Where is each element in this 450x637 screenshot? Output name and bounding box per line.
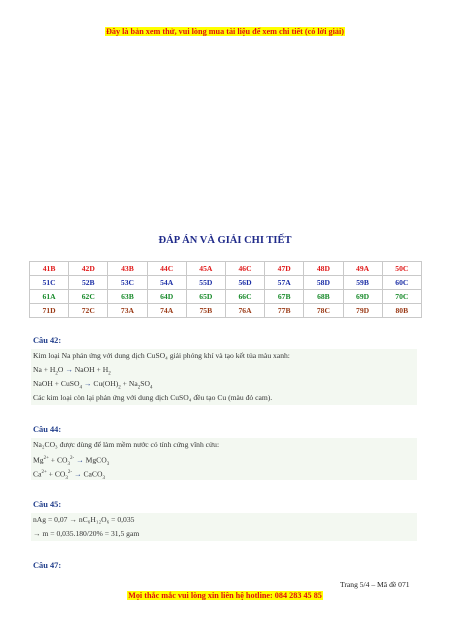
preview-banner-text: Đây là bản xem thử, vui lòng mua tài liệu để xem chi tiết (có lời giải): [105, 27, 344, 36]
answer-cell: 54A: [147, 276, 186, 290]
answer-cell: 76A: [225, 304, 264, 318]
answer-cell: 48D: [304, 262, 343, 276]
answer-cell: 46C: [225, 262, 264, 276]
question-42-heading: Câu 42:: [33, 336, 62, 345]
answer-cell: 64D: [147, 290, 186, 304]
q42-equation-1: $Na + H_2O$ → NaOH + $H_2$: [33, 365, 111, 377]
question-45-solution: [31, 513, 417, 541]
q42-equation-2: NaOH + CuSO$_4$ → $Cu(OH)_2 + Na_2SO_4$: [33, 379, 153, 391]
answer-cell: 66C: [225, 290, 264, 304]
q44-equation-1: $Mg^{2+} + CO_3^{2-}$ → MgCO$_3$: [33, 455, 110, 468]
answer-cell: 65D: [186, 290, 225, 304]
answer-cell: 41B: [30, 262, 69, 276]
page-title: ĐÁP ÁN VÀ GIẢI CHI TIẾT: [158, 235, 292, 246]
answer-cell: 58D: [304, 276, 343, 290]
q42-line-1: Kim loại Na phản ứng với dung dịch CuSO₄ giải phóng khí và tạo kết tủa màu xanh:: [33, 351, 290, 360]
answer-row: [30, 262, 422, 276]
answer-cell: 68B: [304, 290, 343, 304]
page-number: Trang 5/4 – Mã đề 071: [340, 580, 410, 589]
answer-row: [30, 290, 422, 304]
question-44-solution: [31, 438, 417, 480]
answer-cell: 72C: [69, 304, 108, 318]
answer-cell: 69D: [343, 290, 382, 304]
q44-line-1: Na₂CO₃ được dùng để làm mềm nước có tính cứng vĩnh cửu:: [33, 440, 220, 449]
question-44-heading: Câu 44:: [33, 425, 62, 434]
q42-line-4: Các kim loại còn lại phản ứng với dung dịch CuSO₄ đều tạo Cu (màu đỏ cam).: [33, 393, 273, 402]
answer-cell: 77B: [265, 304, 304, 318]
q45-line-2: → m = 0,035.180/20% = 31,5 gam: [33, 529, 140, 538]
answer-cell: 73A: [108, 304, 147, 318]
hotline-text: Mọi thắc mắc vui lòng xin liên hệ hotline: 084 283 45 85: [128, 591, 322, 600]
answer-cell: 67B: [265, 290, 304, 304]
answer-cell: 56D: [225, 276, 264, 290]
answer-cell: 43B: [108, 262, 147, 276]
answer-cell: 59B: [343, 276, 382, 290]
question-45-heading: Câu 45:: [33, 500, 62, 509]
answer-cell: 61A: [30, 290, 69, 304]
hotline-footer: [0, 591, 450, 600]
answer-cell: 53C: [108, 276, 147, 290]
answer-cell: 44C: [147, 262, 186, 276]
answer-cell: 55D: [186, 276, 225, 290]
answer-cell: 45A: [186, 262, 225, 276]
answer-cell: 50C: [382, 262, 421, 276]
question-47-heading: Câu 47:: [33, 561, 62, 570]
answer-row: [30, 304, 422, 318]
q44-equation-2: $Ca^{2+} + CO_3^{2-}$ → CaCO$_3$: [33, 469, 105, 482]
answer-cell: 52B: [69, 276, 108, 290]
answer-row: [30, 276, 422, 290]
preview-banner: [0, 27, 450, 36]
answer-cell: 51C: [30, 276, 69, 290]
q45-line-1: nAg = 0,07 → nC₆H₁₂O₆ = 0,035: [33, 515, 135, 524]
answer-cell: 71D: [30, 304, 69, 318]
question-42-solution: [31, 349, 417, 405]
answer-cell: 42D: [69, 262, 108, 276]
answer-cell: 49A: [343, 262, 382, 276]
answer-cell: 78C: [304, 304, 343, 318]
answer-cell: 75B: [186, 304, 225, 318]
answer-cell: 74A: [147, 304, 186, 318]
answer-table: [29, 261, 422, 318]
answer-cell: 62C: [69, 290, 108, 304]
answer-cell: 60C: [382, 276, 421, 290]
answer-cell: 79D: [343, 304, 382, 318]
answer-cell: 47D: [265, 262, 304, 276]
answer-cell: 70C: [382, 290, 421, 304]
answer-cell: 63B: [108, 290, 147, 304]
answer-cell: 80B: [382, 304, 421, 318]
answer-cell: 57A: [265, 276, 304, 290]
